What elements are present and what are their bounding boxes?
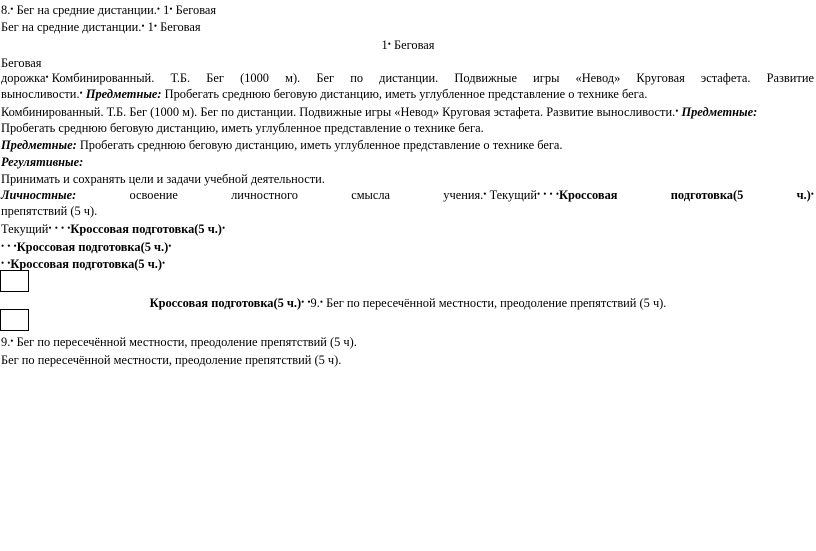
text: Бег на средние дистанции. (16, 3, 157, 17)
bullet-icon: • (54, 223, 58, 233)
word: (1000 (240, 71, 269, 85)
text: Пробегать среднюю беговую дистанцию, иметь углубленное представление о технике бега. (1, 121, 484, 135)
bullet-icon: • (48, 223, 52, 233)
personal-label: Личностные: (1, 188, 77, 202)
word: Круговая (636, 71, 685, 85)
bullet-icon: • (153, 21, 157, 31)
doc-line-15 (1, 240, 171, 255)
word-group (797, 188, 814, 203)
text: Беговая (160, 20, 201, 34)
word: Бег (206, 71, 224, 85)
word: Развитие (766, 71, 814, 85)
empty-table-cell (0, 309, 29, 331)
doc-line-13 (1, 204, 97, 218)
word: Текущий (489, 188, 538, 202)
bullet-icon: • (307, 297, 311, 307)
doc-line-9 (1, 138, 563, 152)
section-number: 9. (1, 335, 11, 349)
bullet-icon: • (675, 106, 679, 116)
word: личностного (231, 188, 298, 202)
bullet-icon: • (555, 189, 559, 199)
text: Беговая (175, 3, 217, 17)
bullet-icon: • (156, 4, 161, 14)
text: Пробегать среднюю беговую дистанцию, иметь углубленное представление о технике бега. (76, 138, 563, 152)
text: Кроссовая подготовка(5 ч.) (149, 296, 302, 310)
text: выносливости. (1, 87, 80, 101)
doc-line-6 (1, 87, 647, 102)
text: Бег по пересечённой местности, преодоление препятствий (5 ч). (1, 353, 342, 367)
doc-line-2 (1, 20, 201, 35)
doc-line-14 (1, 222, 225, 237)
text: Кроссовая подготовка(5 ч.) (10, 257, 162, 271)
section-number: 9. (310, 296, 320, 310)
text: Комбинированный. Т.Б. Бег (1000 м). Бег по дистанции. Подвижные игры «Невод» Круговая эстафета. Развитие выносливости. (1, 105, 676, 119)
text: Бег по пересечённой местности, преодоление препятствий (5 ч). (326, 296, 667, 310)
bullet-icon: • (161, 258, 166, 268)
bullet-icon: • (549, 189, 553, 199)
word: игры (533, 71, 560, 85)
bullet-icon: • (45, 72, 49, 82)
doc-line-1 (1, 3, 216, 18)
text: 1 (163, 3, 170, 17)
word: дорожка (1, 71, 46, 85)
bullet-icon: • (13, 241, 17, 251)
bullet-icon: • (10, 336, 14, 346)
text: Беговая (393, 38, 435, 52)
bullet-icon: • (7, 258, 11, 268)
text: 1 (147, 20, 154, 34)
subject-results-label: Предметные: (681, 105, 758, 119)
text: Кроссовая подготовка(5 ч.) (16, 240, 169, 254)
doc-line-8 (1, 121, 484, 135)
bullet-icon: • (169, 4, 173, 14)
doc-line-11 (1, 172, 325, 186)
word-group (1, 71, 154, 86)
subject-results-label: Предметные: (1, 138, 77, 152)
bullet-icon: • (221, 223, 226, 233)
word: Кроссовая (558, 188, 618, 202)
word: Бег (316, 71, 335, 85)
doc-line-4 (1, 56, 41, 70)
bullet-icon: • (60, 223, 65, 233)
word: Комбинированный. (51, 71, 155, 85)
bullet-icon: • (141, 21, 145, 31)
bullet-icon: • (387, 39, 391, 49)
doc-line-7 (1, 105, 757, 120)
text: Принимать и сохранять цели и задачи учебной деятельности. (1, 172, 325, 186)
text: Кроссовая подготовка(5 ч.) (70, 222, 222, 236)
word: Т.Б. (170, 71, 191, 85)
section-number: 8. (1, 3, 11, 17)
bullet-icon: • (7, 241, 11, 251)
word-group (443, 188, 617, 203)
bullet-icon: • (79, 88, 83, 98)
bullet-icon: • (1, 258, 5, 268)
word: дистанции. (379, 71, 439, 85)
doc-line-3 (0, 38, 816, 53)
bullet-icon: • (319, 297, 323, 307)
doc-line-18 (1, 335, 357, 350)
word: ч.) (796, 188, 811, 202)
doc-line-12 (1, 188, 814, 203)
bullet-icon: • (483, 189, 487, 199)
bullet-icon: • (1, 241, 5, 251)
word: «Невод» (575, 71, 621, 85)
text: Текущий (1, 222, 49, 236)
bullet-icon: • (67, 223, 71, 233)
word: Подвижные (454, 71, 518, 85)
text: Бег на средние дистанции. (1, 20, 142, 34)
empty-table-cell (0, 270, 29, 292)
text: Пробегать среднюю беговую дистанцию, иметь углубленное представление о технике бега. (161, 87, 648, 101)
bullet-icon: • (168, 241, 172, 251)
subject-results-label: Предметные: (85, 87, 162, 101)
word: смысла (351, 188, 391, 202)
word: по (350, 71, 364, 85)
doc-line-5 (1, 71, 814, 86)
word: учения. (443, 188, 484, 202)
text: Бег по пересечённой местности, преодоление препятствий (5 ч). (16, 335, 357, 349)
text: 1 (381, 38, 388, 52)
word: подготовка(5 (670, 188, 744, 202)
bullet-icon: • (10, 4, 14, 14)
bullet-icon: • (537, 189, 541, 199)
bullet-icon: • (543, 189, 547, 199)
bullet-icon: • (301, 297, 305, 307)
regulatory-label: Регулятивные: (1, 155, 84, 169)
text: Беговая (1, 56, 42, 70)
text: препятствий (5 ч). (1, 204, 98, 218)
doc-line-10 (1, 155, 83, 169)
bullet-icon: • (810, 189, 814, 199)
word: м). (285, 71, 301, 85)
word: эстафета. (700, 71, 751, 85)
doc-line-17 (0, 296, 816, 311)
word: освоение (129, 188, 178, 202)
doc-line-19 (1, 353, 341, 367)
